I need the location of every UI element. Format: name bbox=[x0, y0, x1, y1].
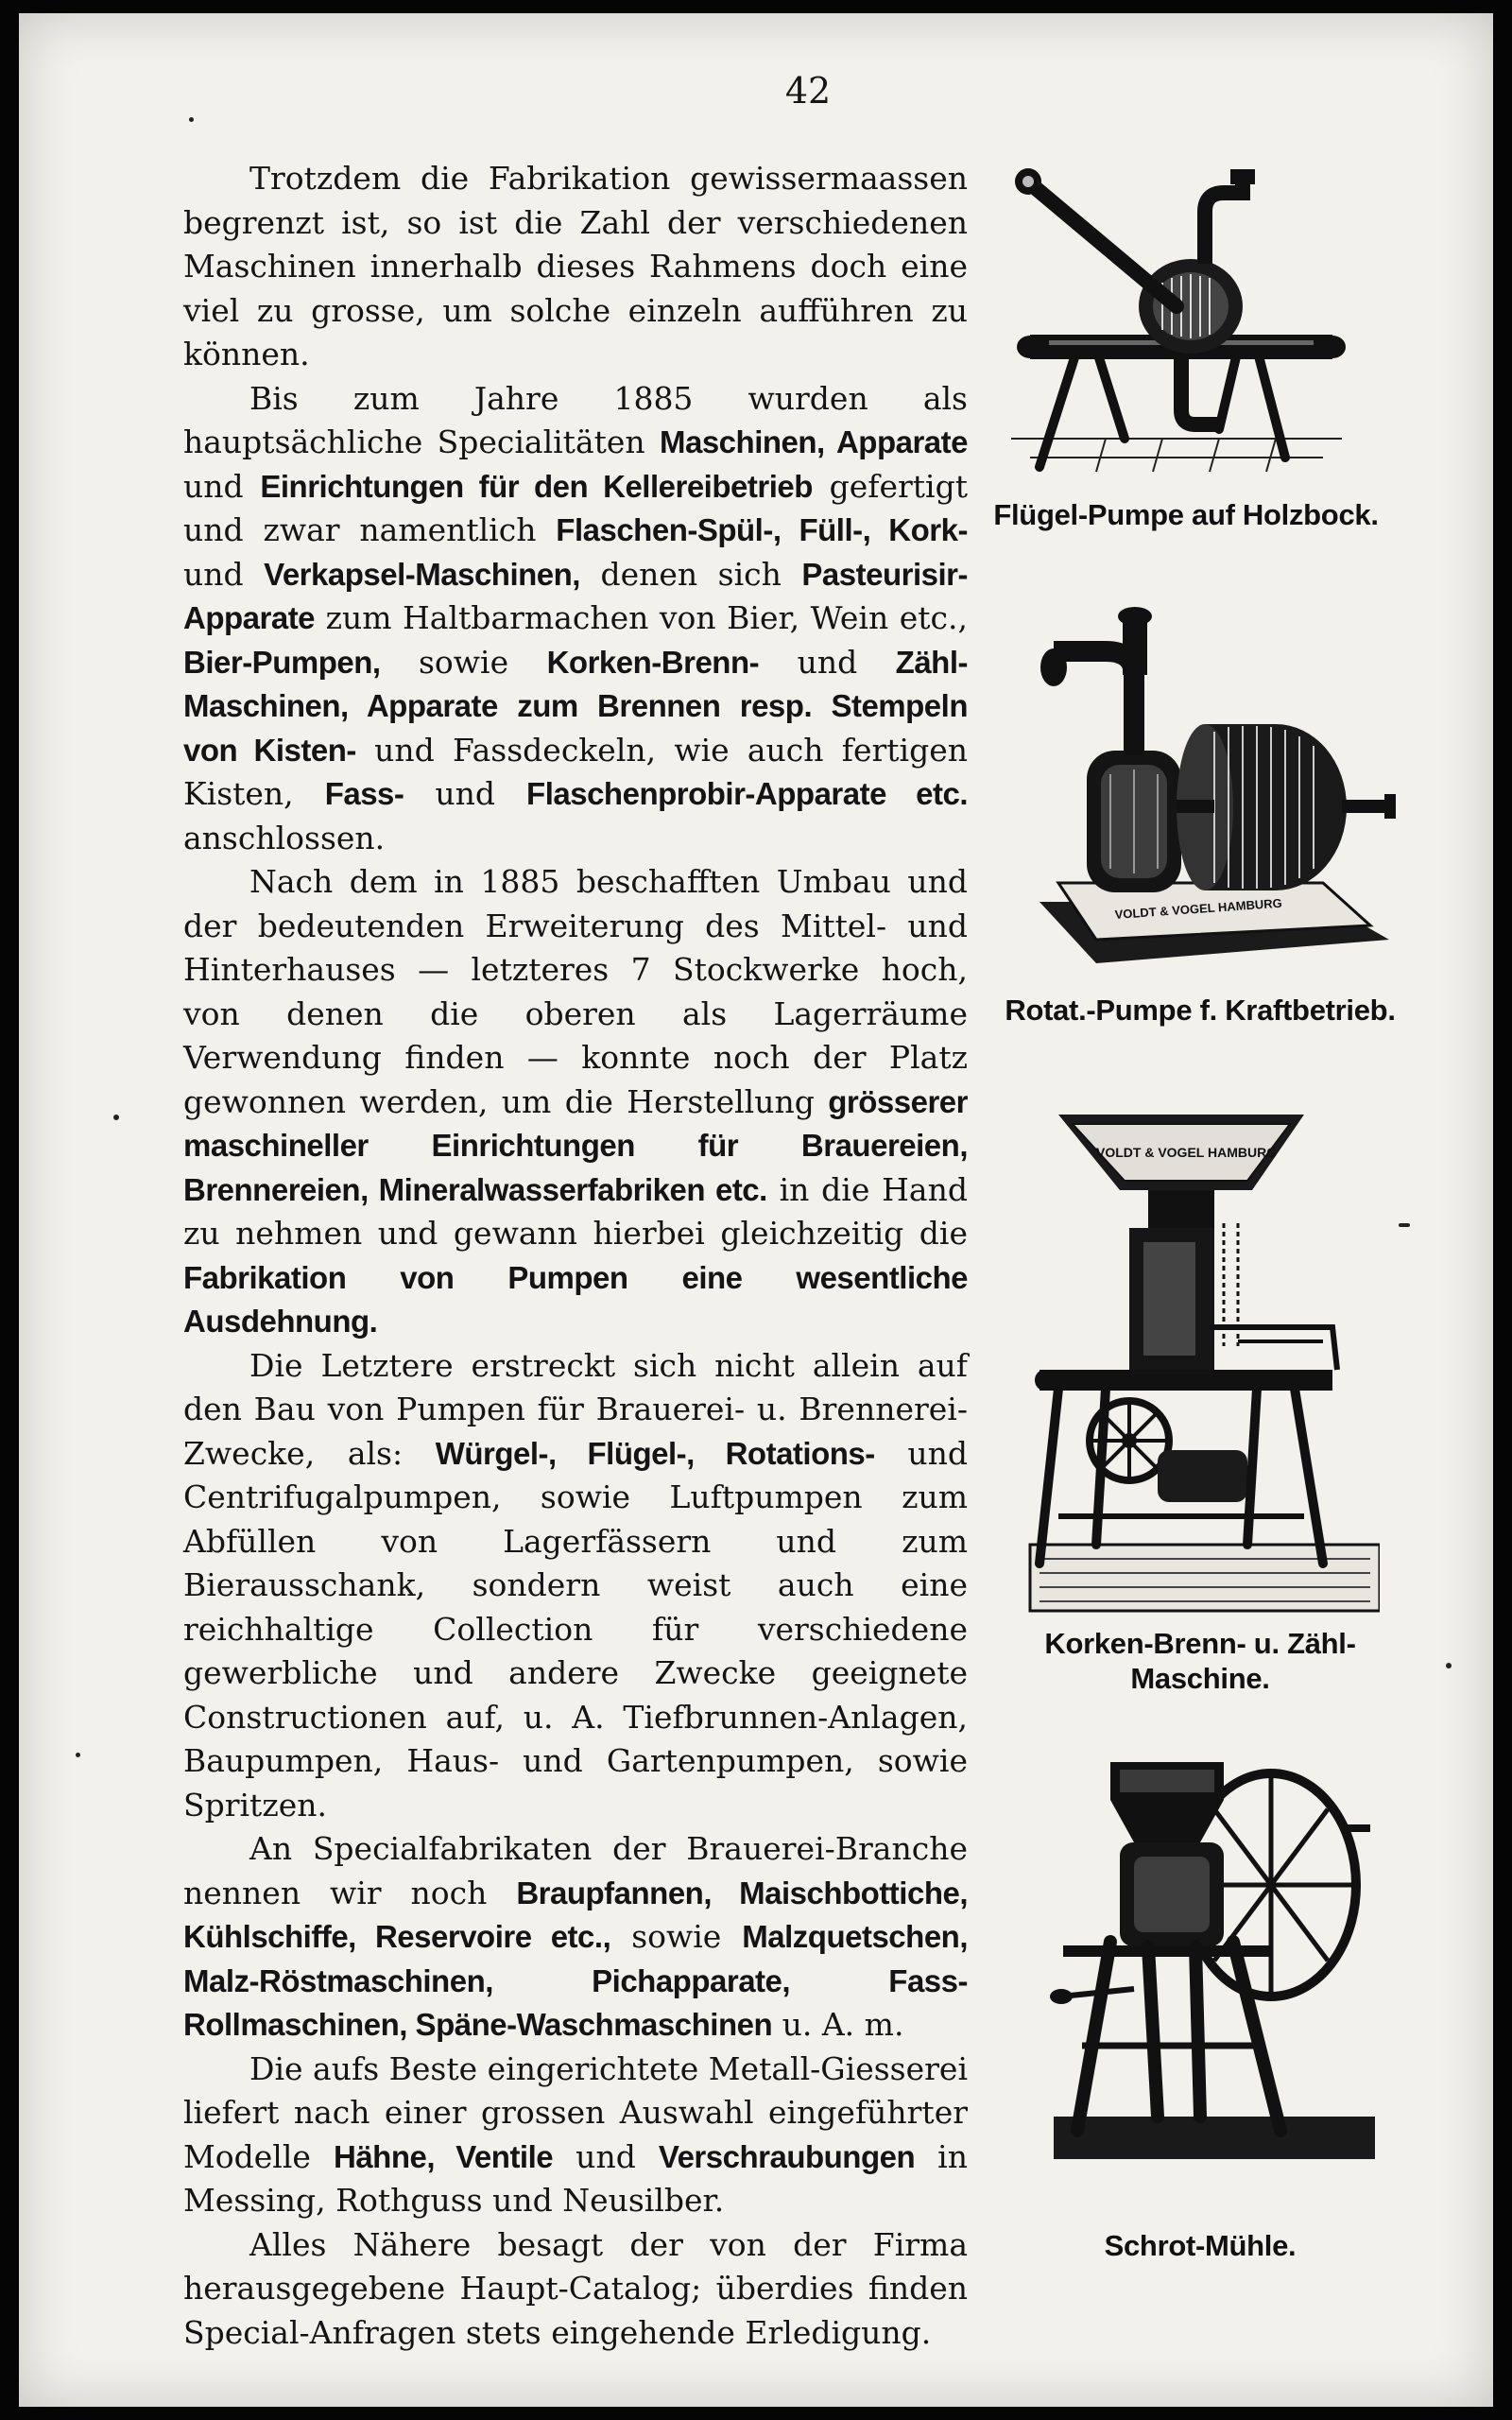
scan-speck bbox=[1446, 1663, 1452, 1668]
paragraph-text: und Centrifugalpumpen, sowie Luftpumpen zum Abfüllen von Lagerfässern und zum Bierausschank, sondern weist auch eine reichhaltige Collection für verschiedene gewerbliche und andere Zwecke geeignete Constructionen auf, u. A. Tiefbrunnen-Anlagen, Baupumpen, Haus- und Gartenpumpen, sowie Spritzen. bbox=[183, 1434, 969, 1824]
emphasis-text: Maschinen, Apparate bbox=[659, 424, 969, 459]
paragraph-text: u. A. m. bbox=[772, 2006, 904, 2043]
paragraph-text: Trotzdem die Fabrikation gewissermaassen begrenzt ist, so ist die Zahl der verschiedenen Maschinen innerhalb dieses Rahmens doch eine viel zu grosse, um solche einzeln aufführen zu können. bbox=[183, 160, 968, 372]
paragraph-text: Nach dem in 1885 beschafften Umbau und der bedeutenden Erweiterung des Mittel- und Hinterhauses — letzteres 7 Stockwerke hoch, von denen die oberen als Lagerräume Verwendung finden — konnte noch der Platz gewonnen werden, um die Herstellung bbox=[183, 863, 968, 1120]
emphasis-text: Fabrikation von Pumpen eine wesentliche Ausdehnung. bbox=[183, 1259, 968, 1339]
emphasis-text: Fass- bbox=[324, 776, 404, 811]
figure-caption-wing-pump: Flügel-Pumpe auf Holzbock. bbox=[993, 498, 1379, 531]
body-paragraph bbox=[183, 2048, 968, 2223]
figure-caption-cork-machine bbox=[983, 1626, 1418, 1696]
paragraph-text: und bbox=[759, 643, 896, 681]
emphasis-text: Pasteurisir-Apparate bbox=[183, 556, 968, 635]
caption-line: Korken-Brenn- u. Zähl- bbox=[1044, 1627, 1356, 1660]
body-text-column bbox=[183, 157, 968, 2355]
paragraph-text: und bbox=[183, 467, 261, 505]
emphasis-text: Flaschen-Spül-, Füll-, Kork- bbox=[556, 512, 968, 547]
document-page bbox=[19, 13, 1493, 2407]
paragraph-text: Bis zum Jahre 1885 wurden als hauptsächliche Specialitäten bbox=[183, 379, 968, 460]
emphasis-text: Zähl-Maschinen, Apparate zum Brennen resp. Stempeln von Kisten- bbox=[183, 644, 968, 768]
scan-speck bbox=[1399, 1223, 1410, 1227]
figure-caption-rotary-pump: Rotat.-Pumpe f. Kraftbetrieb. bbox=[1005, 994, 1396, 1027]
body-paragraph bbox=[183, 860, 968, 1344]
hopper-engraving: VOLDT & VOGEL HAMBURG bbox=[1096, 1145, 1278, 1160]
paragraph-text: anschlossen. bbox=[183, 819, 386, 856]
emphasis-text: grösserer maschineller Einrichtungen für Brauereien, Brennereien, Mineralwasserfabriken etc. bbox=[183, 1083, 968, 1207]
figure-caption-grist-mill: Schrot-Mühle. bbox=[1104, 2229, 1297, 2262]
scan-speck bbox=[76, 1753, 80, 1757]
paragraph-text: und bbox=[183, 555, 265, 593]
paragraph-text: und bbox=[553, 2137, 659, 2175]
paragraph-text: in Messing, Rothguss und Neusilber. bbox=[183, 2137, 968, 2219]
emphasis-text: Braupfannen, Maischbottiche, Kühlschiffe, Reservoire etc., bbox=[183, 1875, 968, 1954]
paragraph-text: in die Hand zu nehmen und gewann hierbei gleichzeitig die bbox=[183, 1170, 968, 1252]
paragraph-text: Alles Nähere besagt der von der Firma herausgegebene Haupt-Catalog; überdies finden Special-Anfragen stets eingehende Erledigung. bbox=[183, 2225, 968, 2351]
emphasis-text: Würgel-, Flügel-, Rotations- bbox=[435, 1435, 875, 1471]
paragraph-text: Die Letztere erstreckt sich nicht allein auf den Bau von Pumpen für Brauerei- u. Brennerei-Zwecke, als: bbox=[183, 1346, 968, 1472]
emphasis-text: Korken-Brenn- bbox=[546, 644, 760, 680]
wing-pump-illustration bbox=[992, 155, 1361, 495]
base-plate-engraving: VOLDT & VOGEL HAMBURG bbox=[1114, 895, 1283, 922]
rotary-pump-illustration bbox=[1011, 599, 1418, 977]
paragraph-text: denen sich bbox=[579, 555, 802, 593]
paragraph-text: gefertigt und zwar namentlich bbox=[183, 467, 968, 548]
emphasis-text: Hähne, Ventile bbox=[334, 2138, 554, 2174]
grist-mill-illustration bbox=[1044, 1753, 1384, 2187]
body-paragraph bbox=[183, 1344, 968, 1828]
paragraph-text: Die aufs Beste eingerichtete Metall-Giesserei liefert nach einer grossen Auswahl eingeführter Modelle bbox=[183, 2049, 968, 2175]
cork-machine-illustration bbox=[1021, 1100, 1380, 1620]
paragraph-text: und Fassdeckeln, wie auch fertigen Kisten, bbox=[183, 731, 968, 812]
body-paragraph bbox=[183, 2223, 968, 2356]
emphasis-text: Einrichtungen für den Kellereibetrieb bbox=[260, 468, 813, 504]
paragraph-text: zum Haltbarmachen von Bier, Wein etc., bbox=[315, 599, 968, 636]
emphasis-text: Malzquetschen, Malz-Röstmaschinen, Pichapparate, Fass-Rollmaschinen, Späne-Waschmaschinen bbox=[183, 1919, 968, 2042]
page-number: 42 bbox=[784, 70, 832, 112]
caption-line: Maschine. bbox=[1130, 1662, 1270, 1695]
scan-speck bbox=[189, 117, 194, 122]
paragraph-text: sowie bbox=[380, 643, 547, 681]
emphasis-text: Verschraubungen bbox=[658, 2138, 916, 2174]
body-paragraph bbox=[183, 1827, 968, 2048]
body-paragraph bbox=[183, 377, 968, 861]
paragraph-text: An Specialfabrikaten der Brauerei-Branche nennen wir noch bbox=[183, 1830, 968, 1911]
paragraph-text: sowie bbox=[610, 1918, 743, 1955]
emphasis-text: Verkapsel-Maschinen, bbox=[264, 556, 580, 592]
scan-speck bbox=[113, 1115, 119, 1120]
emphasis-text: Bier-Pumpen, bbox=[183, 644, 381, 680]
body-paragraph bbox=[183, 157, 968, 377]
emphasis-text: Flaschenprobir-Apparate etc. bbox=[526, 776, 968, 811]
paragraph-text: und bbox=[404, 775, 527, 812]
